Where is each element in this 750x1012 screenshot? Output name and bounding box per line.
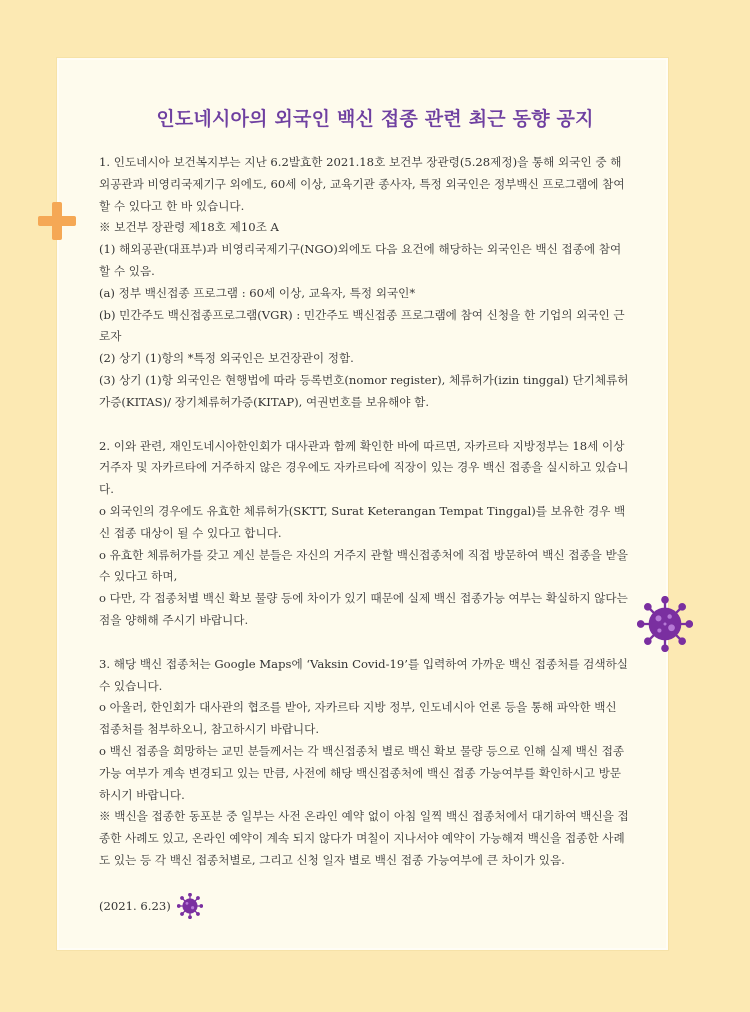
paragraph: o 외국인의 경우에도 유효한 체류허가(SKTT, Surat Keterangan Tempat Tinggal)를 보유한 경우 백신 접종 대상이 될 수 있다고 합니다. bbox=[99, 503, 626, 540]
paragraph: o 다만, 각 접종처별 백신 확보 물량 등에 차이가 있기 때문에 실제 백신 접종가능 여부는 확실하지 않다는 점을 양해해 주시기 바랍니다. bbox=[99, 591, 628, 627]
section-1 bbox=[99, 152, 629, 414]
paragraph: 2. 이와 관련, 재인도네시아한인회가 대사관과 함께 확인한 바에 따르면, 자카르타 지방정부는 18세 이상 거주자 및 자카르타에 거주하지 않은 경우에도 자카르타에 직장이 있는 경우 백신 접종을 실시하고 있습니다. bbox=[99, 438, 629, 497]
paragraph: ※ 백신을 접종한 동포분 중 일부는 사전 온라인 예약 없이 아침 일찍 백신 접종처에서 대기하여 백신을 접종한 사례도 있고, 온라인 예약이 계속 되지 않다가 며칠이 지나서야 예약이 가능해져 백신을 접종한 사례도 있는 등 각 백신 접종처별로, 그리고 신청 일자 별로 백신 접종 가능여부에 큰 차이가 있음. bbox=[99, 809, 629, 867]
paragraph: 3. 해당 백신 접종처는 Google Maps에 ‘Vaksin Covid-19’를 입력하여 가까운 백신 접종처를 검색하실 수 있습니다. bbox=[99, 656, 628, 693]
notice-body bbox=[99, 152, 629, 872]
section-2 bbox=[99, 436, 629, 632]
notice-date: (2021. 6.23) bbox=[99, 899, 171, 913]
plus-icon bbox=[38, 202, 76, 240]
page-title: 인도네시아의 외국인 백신 접종 관련 최근 동향 공지 bbox=[156, 108, 594, 130]
paragraph: (2) 상기 (1)항의 *특정 외국인은 보건장관이 정함. bbox=[99, 351, 354, 366]
paragraph: (b) 민간주도 백신접종프로그램(VGR) : 민간주도 백신접종 프로그램에 참여 신청을 한 기업의 외국인 근로자 bbox=[99, 307, 625, 344]
date-row bbox=[99, 893, 203, 919]
paragraph: o 유효한 체류허가를 갖고 계신 분들은 자신의 거주지 관할 백신접종처에 직접 방문하여 백신 접종을 받을 수 있다고 하며, bbox=[99, 547, 628, 584]
section-3 bbox=[99, 654, 629, 872]
paragraph: o 백신 접종을 희망하는 교민 분들께서는 각 백신접종처 별로 백신 확보 물량 등으로 인해 실제 백신 접종 가능 여부가 계속 변경되고 있는 만큼, 사전에 해당 백신접종처에 백신 접종 가능여부를 확인하시고 방문하시기 바랍니다. bbox=[99, 743, 625, 802]
virus-icon bbox=[637, 596, 693, 652]
paragraph: ※ 보건부 장관령 제18호 제10조 A bbox=[99, 220, 279, 235]
paragraph: 1. 인도네시아 보건복지부는 지난 6.2발효한 2021.18호 보건부 장관령(5.28제정)을 통해 외국인 중 해외공관과 비영리국제기구 외에도, 60세 이상, 교육기관 종사자, 특정 외국인은 정부백신 프로그램에 참여할 수 있다고 한 바 있습니다. bbox=[99, 155, 625, 213]
paragraph: o 아울러, 한인회가 대사관의 협조를 받아, 자카르타 지방 정부, 인도네시아 언론 등을 통해 파악한 백신 접종처를 첨부하오니, 참고하시기 바랍니다. bbox=[99, 700, 617, 737]
virus-icon bbox=[177, 893, 203, 919]
paragraph: (3) 상기 (1)항 외국인은 현행법에 따라 등록번호(nomor register), 체류허가(izin tinggal) 단기체류허가증(KITAS)/ 장기체류허가증(KITAP), 여권번호를 보유해야 함. bbox=[99, 372, 629, 409]
paragraph: (1) 해외공관(대표부)과 비영리국제기구(NGO)외에도 다음 요건에 해당하는 외국인은 백신 접종에 참여할 수 있음. bbox=[99, 242, 622, 278]
paragraph: (a) 정부 백신접종 프로그램 : 60세 이상, 교육자, 특정 외국인* bbox=[99, 285, 416, 300]
